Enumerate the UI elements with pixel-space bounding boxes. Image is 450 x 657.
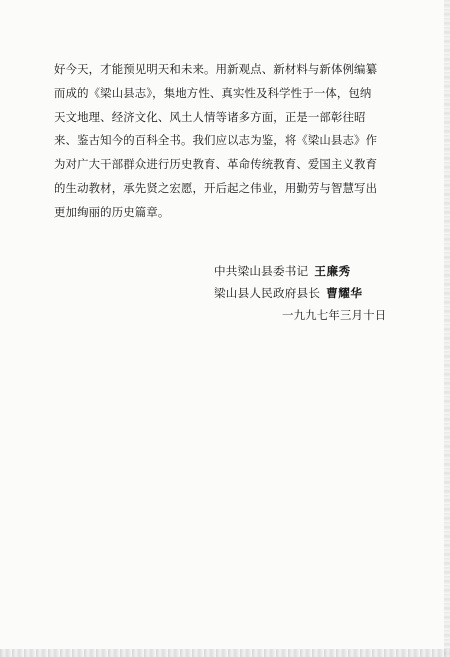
signature-row <box>214 282 414 304</box>
signatory-title: 中共梁山县委书记 <box>214 264 309 278</box>
body-line: 好今天，才能预见明天和未来。用新观点、新材料与新体例编纂 <box>54 62 378 76</box>
signatory-title: 梁山县人民政府县长 <box>214 286 321 300</box>
signatory-name: 王廉秀 <box>314 264 351 278</box>
body-paragraph <box>54 58 404 225</box>
body-line: 天文地理、经济文化、风土人情等诸多方面，正是一部彰往昭 <box>54 109 366 124</box>
body-line: 而成的《梁山县志》，集地方性、真实性及科学性于一体，包纳 <box>54 85 372 100</box>
signature-date: 一九九七年三月十日 <box>282 308 387 322</box>
signatory-name: 曹耀华 <box>326 286 363 300</box>
body-line: 为对广大干部群众进行历史教育、革命传统教育、爱国主义教育 <box>54 157 378 172</box>
body-line: 更加绚丽的历史篇章。 <box>54 204 170 219</box>
body-line: 来、鉴古知今的百科全书。我们应以志为鉴，将《梁山县志》作 <box>54 133 378 148</box>
page-edge-shadow-bottom <box>0 649 450 657</box>
signature-row <box>214 260 414 282</box>
page-edge-shadow-right <box>444 0 450 657</box>
body-line: 的生动教材，承先贤之宏愿，开后起之伟业，用勤劳与智慧写出 <box>54 180 378 195</box>
signature-block <box>214 260 414 326</box>
